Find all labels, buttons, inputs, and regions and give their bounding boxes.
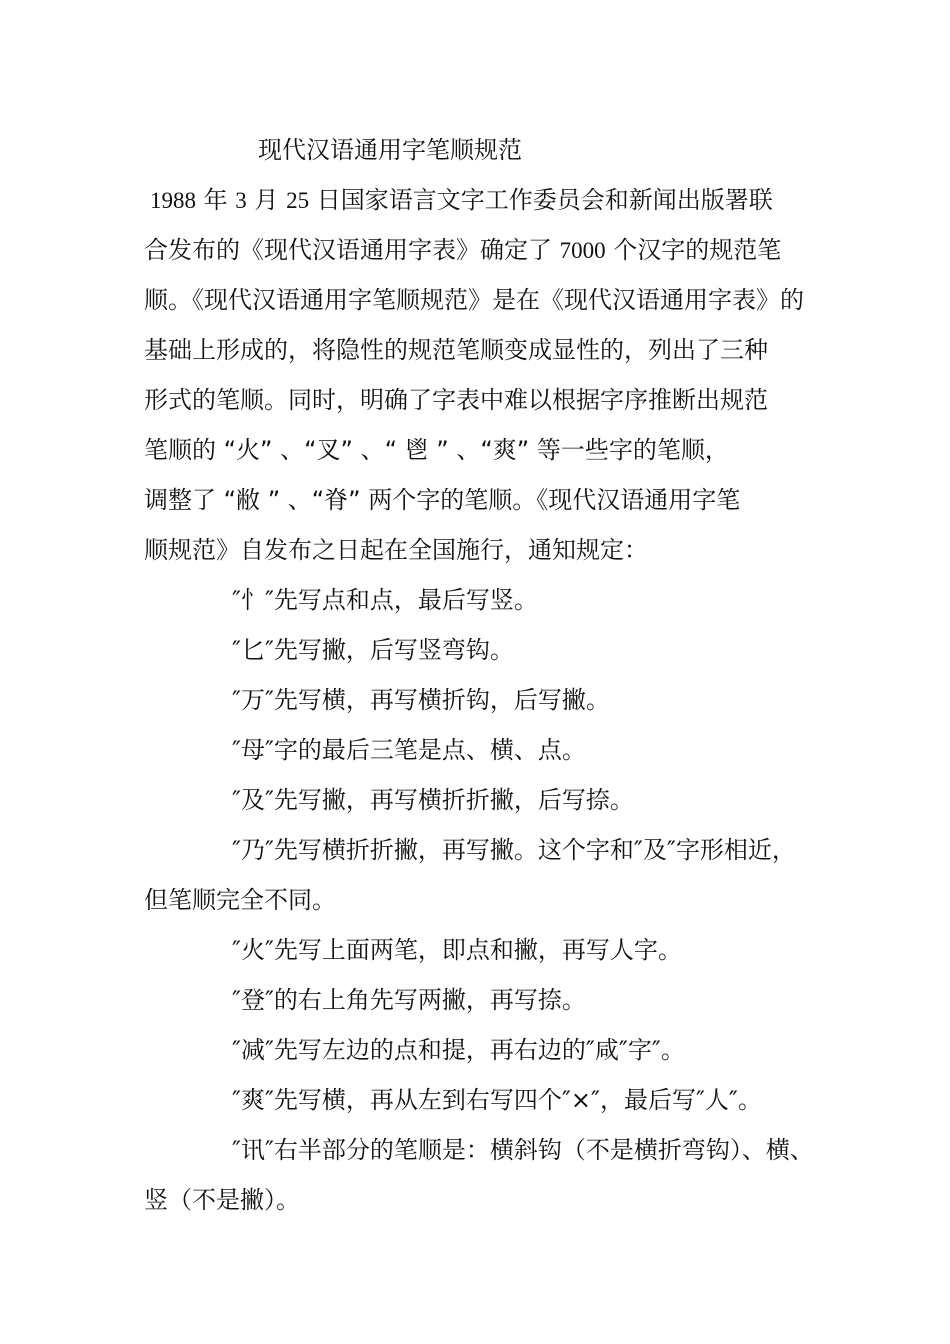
line-1-text: 日国家语言文字工作委员会和新闻出版署联 [316,186,773,214]
paragraph-line-1 [150,182,773,219]
rule-line: ″火″先写上面两笔，即点和撇，再写人字。 [232,936,682,964]
day-number: 25 [286,188,310,213]
line-2-text-b: 个汉字的规范笔 [613,236,782,264]
line-2-text-a: 合发布的《现代汉语通用字表》确定了 [144,236,552,264]
paragraph-line-8: 顺规范》自发布之日起在全国施行，通知规定： [144,536,648,564]
paragraph-line-5: 形式的笔顺。同时，明确了字表中难以根据字序推断出规范 [144,386,768,414]
rule-line: ″减″先写左边的点和提，再右边的″咸″字″。 [232,1036,685,1064]
rule-line-continuation: 但笔顺完全不同。 [144,886,336,914]
rule-line: ″母″字的最后三笔是点、横、点。 [232,736,586,764]
character-count: 7000 [559,238,606,263]
paragraph-line-7: 调整了 “敝 ” 、“脊” 两个字的笔顺。《现代汉语通用字笔 [144,486,741,514]
rule-line: ″匕″先写撇，后写竖弯钩。 [232,636,514,664]
paragraph-line-3: 顺。《现代汉语通用字笔顺规范》是在《现代汉语通用字表》的 [144,286,804,314]
rule-line: ″及″先写撇，再写横折折撇，后写捺。 [232,786,634,814]
paragraph-line-6: 笔顺的 “火” 、“叉” 、“ 鬯 ” 、“爽” 等一些字的笔顺， [144,436,729,464]
paragraph-line-4: 基础上形成的，将隐性的规范笔顺变成显性的，列出了三种 [144,336,768,364]
year-unit: 年 [203,186,228,214]
month-unit: 月 [254,186,279,214]
rule-line: ″万″先写横，再写横折钩，后写撇。 [232,686,610,714]
paragraph-line-2 [144,232,781,269]
document-title: 现代汉语通用字笔顺规范 [258,136,522,164]
rule-line: ″爽″先写横，再从左到右写四个″×″，最后写″人″。 [232,1086,762,1114]
rule-line: ″乃″先写横折折撇，再写撇。这个字和″及″字形相近， [232,836,796,864]
year-number: 1988 [150,188,196,213]
rule-line-continuation: 竖（不是撇）。 [144,1186,300,1214]
rule-line: ″讯″右半部分的笔顺是：横斜钩（不是横折弯钩）、横、 [232,1136,814,1164]
month-number: 3 [235,188,247,213]
rule-line: ″忄″先写点和点，最后写竖。 [232,586,538,614]
rule-line: ″登″的右上角先写两撇，再写捺。 [232,986,586,1014]
